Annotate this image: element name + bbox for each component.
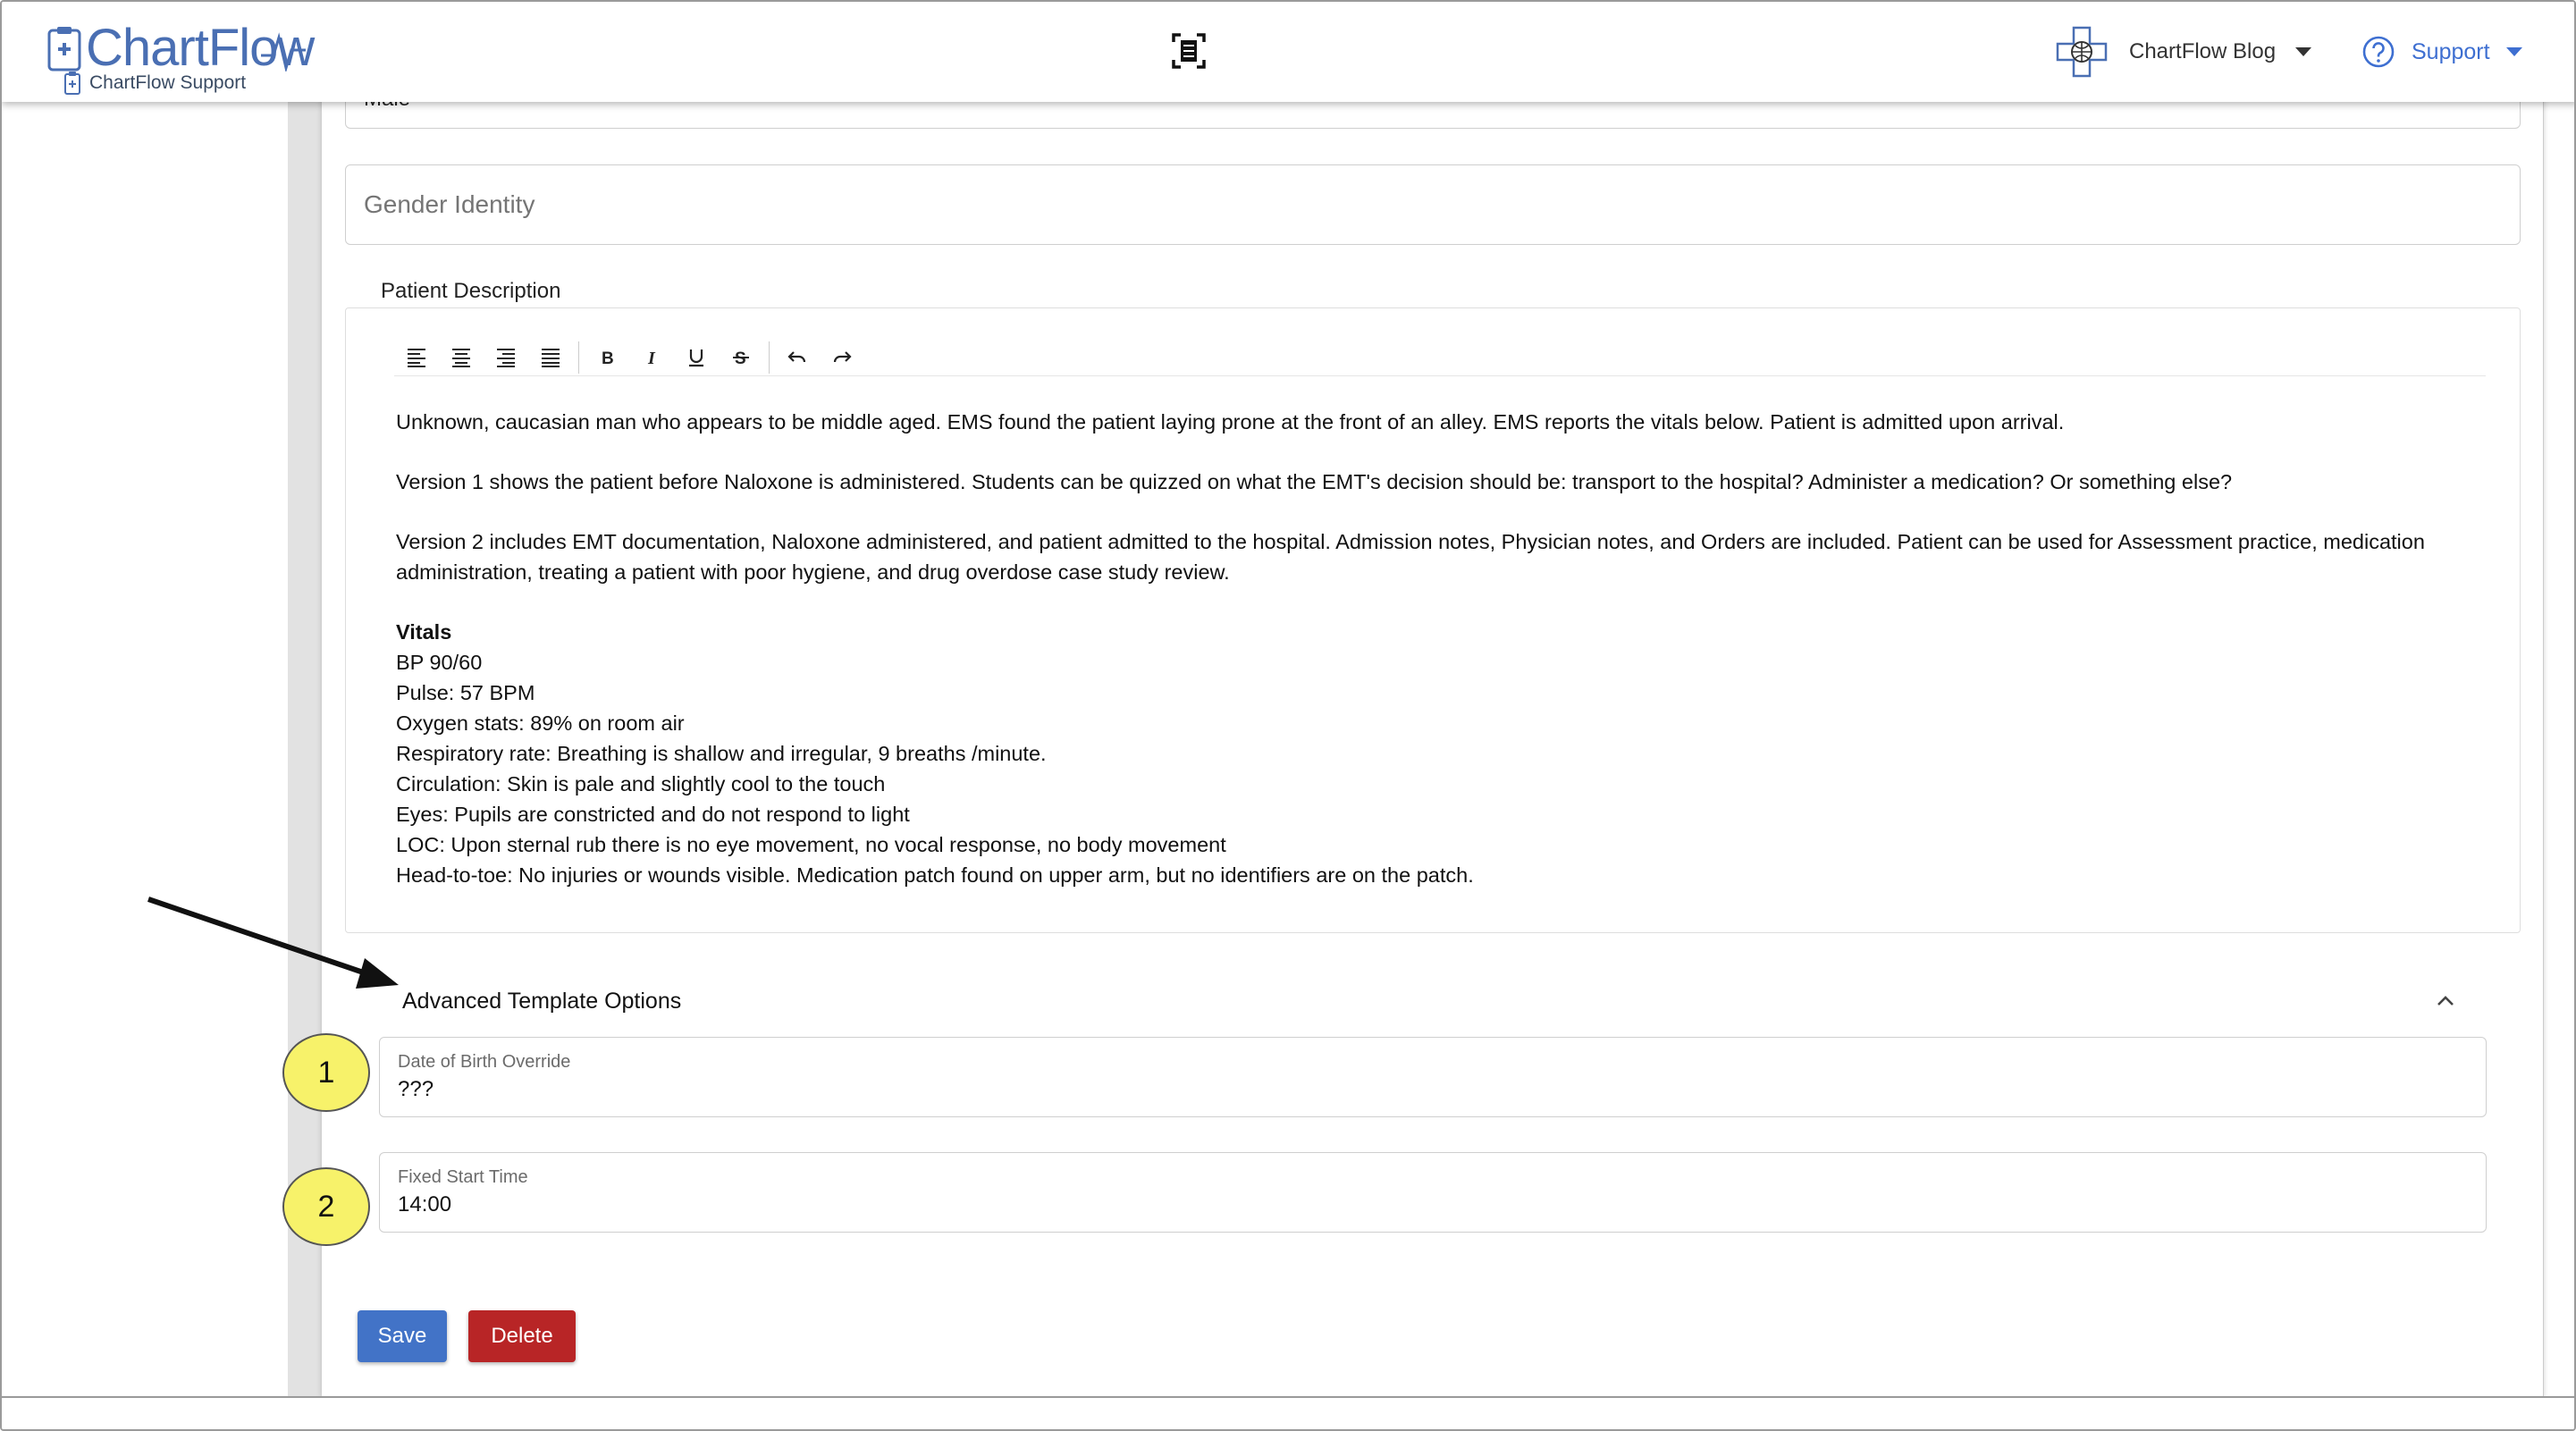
vital-line: Head-to-toe: No injuries or wounds visible. Medication patch found on upper arm, but no identifiers are on the patch. bbox=[396, 863, 1474, 887]
logo-subtitle bbox=[64, 72, 246, 95]
fixed-start-time-label: Fixed Start Time bbox=[398, 1167, 528, 1187]
clipboard-small-icon bbox=[64, 72, 80, 95]
advanced-template-options-toggle[interactable]: Advanced Template Options bbox=[402, 989, 682, 1014]
fullscreen-document-icon[interactable] bbox=[1172, 33, 1206, 69]
chevron-up-icon[interactable] bbox=[2433, 990, 2458, 1012]
vital-line: Circulation: Skin is pale and slightly cool to the touch bbox=[396, 772, 886, 795]
globe-plus-icon bbox=[2054, 24, 2109, 80]
vital-line: Pulse: 57 BPM bbox=[396, 681, 535, 704]
date-of-birth-override-field[interactable] bbox=[379, 1037, 2487, 1117]
vital-line: LOC: Upon sternal rub there is no eye movement, no vocal response, no body movement bbox=[396, 833, 1226, 856]
patient-description-text[interactable] bbox=[396, 407, 2479, 890]
annotation-badge: 2 bbox=[282, 1167, 370, 1246]
chartflow-blog-menu[interactable] bbox=[2054, 23, 2311, 80]
logo-subtitle-text: ChartFlow Support bbox=[89, 72, 247, 93]
align-center-icon[interactable] bbox=[439, 342, 484, 373]
underline-icon[interactable] bbox=[674, 342, 719, 373]
help-circle-icon bbox=[2361, 35, 2395, 69]
redo-icon[interactable] bbox=[820, 342, 864, 373]
date-of-birth-override-label: Date of Birth Override bbox=[398, 1052, 571, 1072]
align-justify-icon[interactable] bbox=[528, 342, 573, 373]
fixed-start-time-field[interactable] bbox=[379, 1152, 2487, 1233]
heartbeat-icon bbox=[261, 29, 306, 72]
gender-identity-field[interactable] bbox=[345, 164, 2521, 245]
bold-icon[interactable] bbox=[585, 342, 629, 373]
annotation-badge: 1 bbox=[282, 1033, 370, 1112]
fixed-start-time-value: 14:00 bbox=[398, 1192, 452, 1216]
save-button[interactable]: Save bbox=[358, 1310, 447, 1362]
support-label: Support bbox=[2412, 38, 2490, 64]
annotation-arrow bbox=[145, 896, 413, 994]
description-paragraph: Version 1 shows the patient before Naloxone is administered. Students can be quizzed on what the EMT's decision should be: transport to the hospital? Administer a medication? Or something else? bbox=[396, 470, 2233, 493]
svg-text:B: B bbox=[602, 349, 614, 368]
gender-identity-placeholder: Gender Identity bbox=[364, 190, 535, 218]
toolbar-divider bbox=[578, 341, 579, 374]
vital-line: Respiratory rate: Breathing is shallow and irregular, 9 breaths /minute. bbox=[396, 742, 1047, 765]
support-menu[interactable] bbox=[2361, 23, 2522, 80]
blog-label: ChartFlow Blog bbox=[2129, 39, 2277, 63]
italic-icon[interactable] bbox=[629, 342, 674, 373]
vital-line: Eyes: Pupils are constricted and do not respond to light bbox=[396, 803, 910, 826]
logo-text: ChartFlow bbox=[86, 19, 315, 77]
svg-text:I: I bbox=[648, 348, 655, 368]
description-paragraph: Version 2 includes EMT documentation, Naloxone administered, and patient admitted to the hospital. Admission notes, Physician notes, and Orders are included. Patient can be used for Assessment practice, medication administration, treating a patient with poor hygiene, and drug overdose case study review. bbox=[396, 530, 2425, 584]
chevron-down-icon bbox=[2506, 47, 2522, 56]
undo-icon[interactable] bbox=[775, 342, 820, 373]
align-right-icon[interactable] bbox=[484, 342, 528, 373]
clipboard-icon bbox=[46, 25, 82, 72]
date-of-birth-override-value: ??? bbox=[398, 1077, 434, 1101]
strikethrough-icon[interactable] bbox=[719, 342, 763, 373]
editor-toolbar bbox=[394, 339, 2486, 376]
chartflow-logo[interactable] bbox=[46, 20, 315, 100]
sidebar bbox=[2, 102, 288, 1398]
chevron-down-icon bbox=[2295, 47, 2311, 56]
patient-description-editor[interactable] bbox=[345, 307, 2521, 933]
vital-line: BP 90/60 bbox=[396, 651, 483, 674]
svg-text:S: S bbox=[735, 349, 746, 368]
vitals-heading: Vitals bbox=[396, 620, 452, 644]
vital-line: Oxygen stats: 89% on room air bbox=[396, 711, 685, 735]
delete-button[interactable]: Delete bbox=[468, 1310, 576, 1362]
top-navigation-bar bbox=[2, 2, 2576, 102]
description-paragraph: Unknown, caucasian man who appears to be middle aged. EMS found the patient laying prone at the front of an alley. EMS reports the vitals below. Patient is admitted upon arrival. bbox=[396, 410, 2065, 434]
align-left-icon[interactable] bbox=[394, 342, 439, 373]
window-bottom-edge bbox=[2, 1396, 2576, 1431]
patient-description-label: Patient Description bbox=[381, 279, 561, 303]
toolbar-divider bbox=[769, 341, 770, 374]
